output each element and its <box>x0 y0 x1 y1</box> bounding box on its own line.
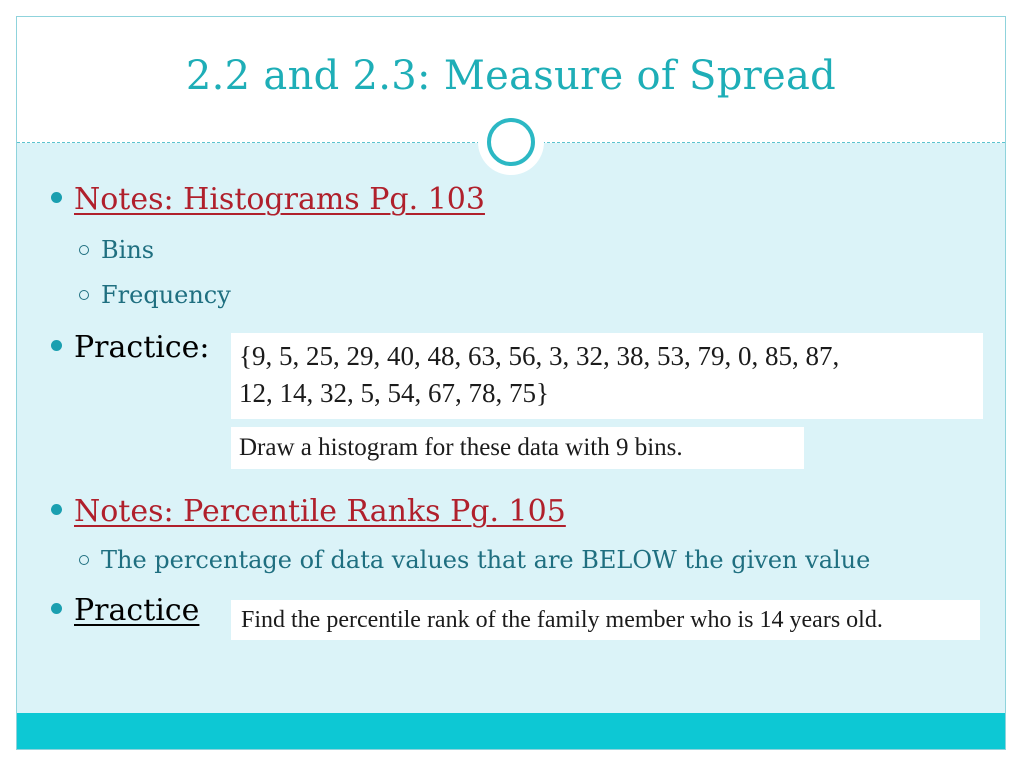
sub-bullet-percentage-definition <box>79 546 870 574</box>
histogram-instruction-text: Draw a histogram for these data with 9 bins. <box>239 434 683 461</box>
histograms-notes-link[interactable]: Notes: Histograms Pg. 103 <box>74 182 485 217</box>
bullet-practice-histogram <box>51 330 210 365</box>
sub-bullet-bins <box>79 236 154 264</box>
bullet-percentile-ranks <box>51 494 566 529</box>
percentile-instruction-text: Find the percentile rank of the family member who is 14 years old. <box>241 607 883 633</box>
sub-bullet-label: The percentage of data values that are BELOW the given value <box>101 546 871 574</box>
bullet-label: Practice: <box>74 330 210 365</box>
sub-bullet-label: Bins <box>101 236 155 264</box>
bullet-dot-icon <box>51 504 62 515</box>
histogram-instruction-image <box>231 427 804 469</box>
percentile-instruction-image <box>231 600 980 640</box>
sub-bullet-circle-icon <box>79 245 89 255</box>
sub-bullet-frequency <box>79 281 231 309</box>
bullet-dot-icon <box>51 603 62 614</box>
bullet-dot-icon <box>51 192 62 203</box>
slide-title: 2.2 and 2.3: Measure of Spread <box>185 53 837 99</box>
bullet-dot-icon <box>51 340 62 351</box>
data-set-image <box>231 333 983 419</box>
bullet-label: Practice <box>74 593 200 628</box>
data-set-line-2: 12, 14, 32, 5, 54, 67, 78, 75} <box>239 378 549 408</box>
footer-bar <box>17 713 1005 749</box>
slide <box>16 16 1006 750</box>
percentile-notes-link[interactable]: Notes: Percentile Ranks Pg. 105 <box>74 494 566 529</box>
sub-bullet-circle-icon <box>79 290 89 300</box>
bullet-practice-percentile <box>51 593 199 628</box>
sub-bullet-label: Frequency <box>101 281 231 309</box>
data-set-line-1: {9, 5, 25, 29, 40, 48, 63, 56, 3, 32, 38, 53, 79, 0, 85, 87, <box>239 341 840 371</box>
sub-bullet-circle-icon <box>79 555 89 565</box>
bullet-histograms <box>51 182 485 217</box>
divider-ring-icon <box>487 118 535 166</box>
